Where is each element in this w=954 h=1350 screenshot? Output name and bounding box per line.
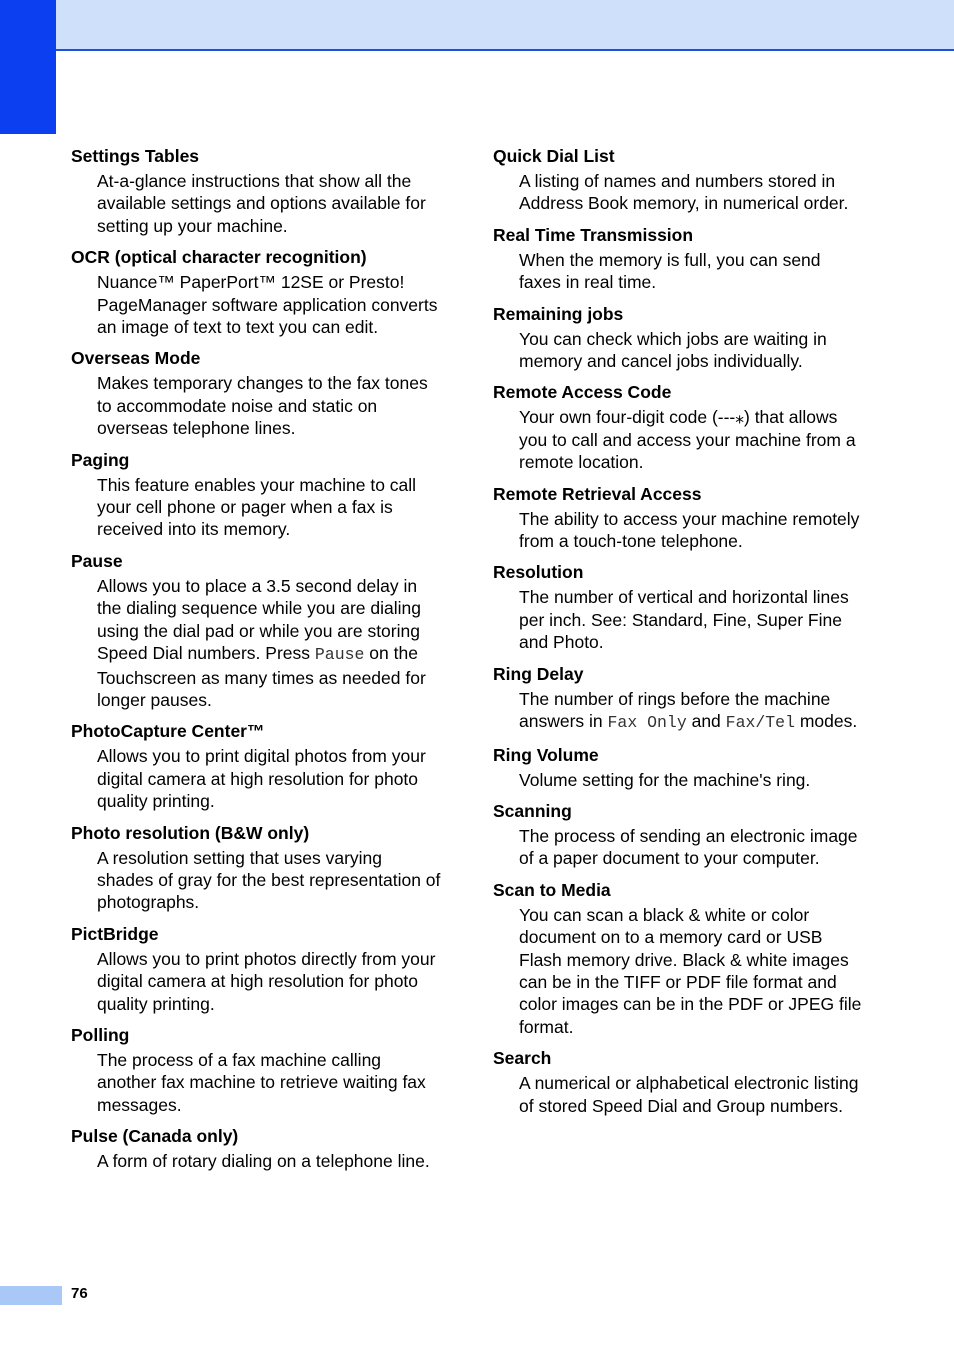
glossary-term: Ring Delay <box>493 663 584 684</box>
glossary-term: Pause <box>71 550 123 571</box>
glossary-entry <box>493 380 863 473</box>
glossary-entry <box>493 560 863 653</box>
glossary-term: Paging <box>71 449 130 470</box>
glossary-entry <box>71 144 441 237</box>
glossary-term: PictBridge <box>71 923 159 944</box>
glossary-entry <box>493 1046 863 1117</box>
glossary-definition: A listing of names and numbers stored in Address Book memory, in numerical order. <box>519 171 849 214</box>
glossary-definition: The process of sending an electronic image of a paper document to your computer. <box>519 825 858 869</box>
glossary-definition: Allows you to print photos directly from your digital camera at high resolution for photo quality printing. <box>97 948 436 1014</box>
glossary-entry <box>493 799 863 870</box>
glossary-entry <box>493 302 863 373</box>
glossary-entry <box>493 144 863 215</box>
glossary-entry <box>493 482 863 553</box>
glossary-term: Quick Dial List <box>493 146 615 166</box>
glossary-definition: The number of vertical and horizontal lines per inch. See: Standard, Fine, Super Fine and Photo. <box>519 587 849 653</box>
glossary-definition: Nuance™ PaperPort™ 12SE or Presto! PageManager software application converts an image of text to text you can edit. <box>97 272 438 338</box>
glossary-term: Scan to Media <box>493 879 611 900</box>
page-number: 76 <box>71 1285 88 1302</box>
glossary-term: OCR (optical character recognition) <box>71 247 367 268</box>
glossary-definition: You can scan a black & white or color document on to a memory card or USB Flash memory drive. Black & white images can be in the TIFF or PDF file format and color images can be in the PDF or JPEG file format. <box>519 904 862 1037</box>
glossary-definition: At-a-glance instructions that show all the available settings and options available for setting up your machine. <box>97 171 426 236</box>
glossary-entry <box>71 1124 441 1172</box>
glossary-definition: Your own four-digit code (---⁎) that allows you to call and access your machine from a remote location. <box>519 407 856 473</box>
glossary-right-column <box>493 144 863 1117</box>
glossary-definition: A resolution setting that uses varying shades of gray for the best representation of photographs. <box>97 847 441 913</box>
glossary-entry <box>71 549 441 711</box>
glossary-entry <box>493 743 863 791</box>
mode-name-fax-tel: Fax/Tel <box>725 713 795 733</box>
footer-tab <box>0 1286 62 1305</box>
glossary-term: Pulse (Canada only) <box>71 1126 239 1147</box>
button-name-pause: Pause <box>314 645 365 665</box>
glossary-definition: Volume setting for the machine's ring. <box>519 769 811 790</box>
glossary-definition: Allows you to place a 3.5 second delay in the dialing sequence while you are dialing using the dial pad or while you are storing Speed Dial numbers. Press Pause on the Touchscreen as many times as needed for longer pauses. <box>97 575 426 710</box>
glossary-term: Resolution <box>493 562 584 583</box>
chapter-tab <box>0 0 56 134</box>
glossary-entry <box>71 922 441 1015</box>
glossary-entry <box>71 821 441 914</box>
glossary-entry <box>71 346 441 439</box>
mode-name-fax-only: Fax Only <box>607 713 687 733</box>
glossary-entry <box>493 223 863 294</box>
glossary-definition: Makes temporary changes to the fax tones to accommodate noise and static on overseas telephone lines. <box>97 373 428 439</box>
glossary-definition: You can check which jobs are waiting in memory and cancel jobs individually. <box>519 328 827 372</box>
glossary-left-column <box>71 144 441 1173</box>
glossary-term: Ring Volume <box>493 744 599 765</box>
glossary-term: Overseas Mode <box>71 348 201 369</box>
glossary-entry <box>71 1023 441 1116</box>
glossary-term: Settings Tables <box>71 146 200 166</box>
glossary-term: Remote Retrieval Access <box>493 483 702 504</box>
glossary-definition: When the memory is full, you can send faxes in real time. <box>519 249 821 293</box>
glossary-definition: The number of rings before the machine answers in Fax Only and Fax/Tel modes. <box>519 688 858 733</box>
glossary-term: Real Time Transmission <box>493 224 694 245</box>
glossary-entry <box>71 448 441 541</box>
glossary-term: Search <box>493 1048 552 1069</box>
header-band <box>0 0 954 51</box>
glossary-entry <box>493 878 863 1038</box>
glossary-definition: The ability to access your machine remotely from a touch-tone telephone. <box>519 508 860 552</box>
glossary-definition: A numerical or alphabetical electronic listing of stored Speed Dial and Group numbers. <box>519 1073 859 1116</box>
glossary-term: Scanning <box>493 800 572 821</box>
glossary-term: Polling <box>71 1024 130 1045</box>
glossary-entry <box>493 662 863 735</box>
glossary-definition: Allows you to print digital photos from your digital camera at high resolution for photo quality printing. <box>97 746 426 812</box>
glossary-term: Photo resolution (B&W only) <box>71 822 310 843</box>
glossary-term: PhotoCapture Center™ <box>71 721 265 742</box>
glossary-definition: A form of rotary dialing on a telephone line. <box>97 1151 430 1172</box>
glossary-definition: This feature enables your machine to call your cell phone or pager when a fax is received into its memory. <box>97 474 417 540</box>
glossary-entry <box>71 719 441 812</box>
glossary-definition: The process of a fax machine calling another fax machine to retrieve waiting fax messages. <box>97 1049 426 1115</box>
glossary-entry <box>71 245 441 338</box>
glossary-term: Remaining jobs <box>493 303 624 324</box>
glossary-term: Remote Access Code <box>493 382 672 403</box>
